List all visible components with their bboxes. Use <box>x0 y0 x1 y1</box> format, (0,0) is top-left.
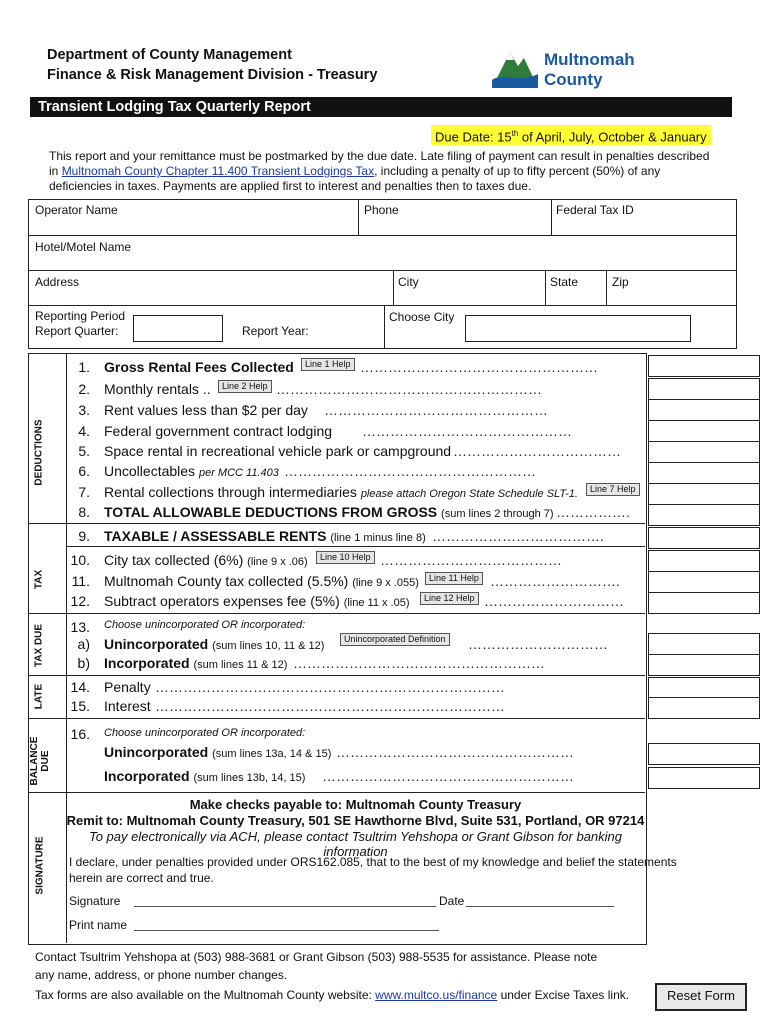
leader-dots: ………………………… <box>484 593 624 609</box>
divider <box>28 235 737 236</box>
line-13a-amount[interactable] <box>648 633 760 655</box>
leader-dots: ……………………………………………… <box>293 655 545 671</box>
report-quarter-select[interactable] <box>133 315 223 342</box>
line-1-label: Gross Rental Fees Collected <box>104 359 294 375</box>
line-1-amount[interactable] <box>648 355 760 377</box>
leader-dots: ………………………… <box>468 636 608 652</box>
line-6-text: Uncollectables <box>104 463 196 479</box>
line-13b-label <box>104 653 287 675</box>
intro-prefix: in <box>49 164 62 178</box>
intro-line-1: This report and your remittance must be postmarked by the due date. Late filing of payment can result in penalties described <box>49 149 710 163</box>
hotel-name-label: Hotel/Motel Name <box>35 240 132 254</box>
line-16a-text: Unincorporated <box>104 744 209 760</box>
state-label: State <box>550 275 579 289</box>
line-2-amount[interactable] <box>648 378 760 400</box>
late-section-label: LATE <box>33 683 45 710</box>
line-16b-note: (sum lines 13b, 14, 15) <box>193 772 306 784</box>
line-number: 7. <box>78 484 90 500</box>
leader-dots: ……………. <box>556 504 630 520</box>
line-8-label <box>104 502 554 524</box>
divider <box>384 305 385 348</box>
contact-line-2: any name, address, or phone number changes. <box>35 968 288 982</box>
tax-section-label: TAX <box>33 569 45 590</box>
declaration-line-1: I declare, under penalties provided under ORS162.085, that to the best of my knowledge and belief the statements <box>69 855 677 869</box>
chapter-link[interactable]: Multnomah County Chapter 11.400 Transient Lodgings Tax <box>61 164 375 178</box>
line-13b-note: (sum lines 11 & 12) <box>193 659 288 671</box>
deductions-section-label: DEDUCTIONS <box>33 419 45 486</box>
line-11-help-button[interactable]: Line 11 Help <box>425 572 483 585</box>
line-7-text: Rental collections through intermediaries <box>104 484 357 500</box>
reset-form-button[interactable]: Reset Form <box>655 983 747 1011</box>
logo-text-line2: County <box>544 70 603 89</box>
divider <box>358 199 359 235</box>
leader-dots: ……………………………… <box>453 443 621 459</box>
line-number: 3. <box>78 402 90 418</box>
due-sup: th <box>511 129 519 138</box>
divider <box>28 305 737 306</box>
line-10-note: (line 9 x .06) <box>247 556 308 568</box>
declaration-line-2: herein are correct and true. <box>69 871 214 885</box>
signature-label: Signature <box>69 894 121 908</box>
operator-name-label: Operator Name <box>35 203 118 217</box>
line-7-note: please attach Oregon State Schedule SLT-1. <box>360 488 578 500</box>
line-9-text: TAXABLE / ASSESSABLE RENTS <box>104 528 327 544</box>
line-number: 16. <box>70 726 90 742</box>
line-8-amount[interactable] <box>648 504 760 526</box>
line-number: 1. <box>78 359 90 375</box>
leader-dots: ………………………. <box>490 573 620 589</box>
line-6-amount[interactable] <box>648 462 760 484</box>
line-13a-note: (sum lines 10, 11 & 12) <box>212 640 325 652</box>
ach-info: To pay electronically via ACH, please contact Tsultrim Yehshopa or Grant Gibson for banking information <box>88 829 623 859</box>
line-2-label: Monthly rentals .. <box>104 381 211 397</box>
line-12-amount[interactable] <box>648 592 760 614</box>
leader-dots: ……………………………………… <box>362 423 572 439</box>
line-5-label: Space rental in recreational vehicle park or campground <box>104 443 452 459</box>
line-16b-label <box>104 766 305 788</box>
city-label: City <box>398 275 419 289</box>
line-10-amount[interactable] <box>648 550 760 572</box>
reporting-period-label: Reporting Period <box>35 309 126 323</box>
intro-suffix: , including a penalty of up to fifty percent (50%) of any <box>374 164 661 178</box>
line-16a-label <box>104 742 331 764</box>
line-10-label <box>104 550 308 572</box>
leader-dots: ……………………………………………… <box>322 768 574 784</box>
line-3-amount[interactable] <box>648 399 760 421</box>
line-16a-amount[interactable] <box>648 743 760 765</box>
leader-dots: …………………………………………… <box>336 744 574 760</box>
department-title: Department of County Management <box>47 47 292 63</box>
division-title: Finance & Risk Management Division - Treasury <box>47 67 378 83</box>
line-number: 5. <box>78 443 90 459</box>
line-11-amount[interactable] <box>648 571 760 593</box>
leader-dots: ……………………………………………… <box>284 463 536 479</box>
line-10-help-button[interactable]: Line 10 Help <box>316 551 375 564</box>
unincorporated-definition-button[interactable]: Unincorporated Definition <box>340 633 450 646</box>
divider <box>545 270 546 305</box>
divider <box>28 718 645 719</box>
website-suffix: under Excise Taxes link. <box>497 988 630 1002</box>
federal-tax-id-label: Federal Tax ID <box>556 203 634 217</box>
line-11-label <box>104 571 419 593</box>
date-line[interactable] <box>466 906 614 907</box>
zip-label: Zip <box>612 275 629 289</box>
line-16b-text: Incorporated <box>104 768 190 784</box>
line-number: 15. <box>70 698 90 714</box>
due-date <box>431 125 711 145</box>
city-select[interactable] <box>465 315 691 342</box>
line-12-note: (line 11 x .05) <box>343 597 410 609</box>
line-12-help-button[interactable]: Line 12 Help <box>420 592 479 605</box>
intro-line-2 <box>49 164 660 179</box>
line-12-label <box>104 591 410 613</box>
website-link[interactable]: www.multco.us/finance <box>375 988 498 1002</box>
line-13b-amount[interactable] <box>648 654 760 676</box>
line-6-label <box>104 461 279 483</box>
divider <box>28 792 645 793</box>
line-15-amount[interactable] <box>648 697 760 719</box>
line-number: 11. <box>71 573 90 589</box>
remit-address: Remit to: Multnomah County Treasury, 501 SE Hawthorne Blvd, Suite 531, Portland, OR 97214 <box>66 813 645 828</box>
due-prefix: Due Date: 15 <box>435 129 512 145</box>
line-5-amount[interactable] <box>648 441 760 463</box>
line-8-note: (sum lines 2 through 7) <box>441 508 554 520</box>
line-6-note: per MCC 11.403 <box>198 467 279 479</box>
line-number: 13. <box>70 619 90 635</box>
line-number: 10. <box>70 552 90 568</box>
website-prefix: Tax forms are also available on the Multnomah County website: <box>35 988 376 1002</box>
line-12-text: Subtract operators expenses fee (5%) <box>104 593 340 609</box>
line-number: 6. <box>78 463 90 479</box>
leader-dots: ………………………………………………………………… <box>155 679 505 695</box>
phone-label: Phone <box>364 203 399 217</box>
line-14-label: Penalty <box>104 679 151 695</box>
line-13-label: Choose unincorporated OR incorporated: <box>104 619 306 631</box>
logo-text-line1: Multnomah <box>544 50 635 69</box>
report-quarter-label: Report Quarter: <box>35 324 119 338</box>
line-9-label <box>104 526 426 548</box>
leader-dots: ………………………………… <box>380 552 562 568</box>
line-4-amount[interactable] <box>648 420 760 442</box>
line-number: 12. <box>70 593 90 609</box>
leader-dots: ………………………………………… <box>324 402 548 418</box>
line-16a-note: (sum lines 13a, 14 & 15) <box>212 748 332 760</box>
line-2-help-button[interactable]: Line 2 Help <box>218 380 272 393</box>
divider <box>28 675 645 676</box>
line-number: 9. <box>78 528 90 544</box>
contact-line-1: Contact Tsultrim Yehshopa at (503) 988-3681 or Grant Gibson (503) 988-5535 for assistance. Please note <box>35 950 598 964</box>
line-number: b) <box>77 655 90 671</box>
signature-section-label: SIGNATURE <box>34 836 46 895</box>
line-3-label: Rent values less than $2 per day <box>104 402 308 418</box>
line-8-text: TOTAL ALLOWABLE DEDUCTIONS FROM GROSS <box>104 504 438 520</box>
line-10-text: City tax collected (6%) <box>104 552 244 568</box>
report-title-bar: Transient Lodging Tax Quarterly Report <box>30 97 732 117</box>
line-7-label <box>104 482 578 504</box>
leader-dots: ………………………………………………………………… <box>155 698 505 714</box>
line-13a-text: Unincorporated <box>104 636 209 652</box>
line-7-help-button[interactable]: Line 7 Help <box>586 483 640 496</box>
website-line <box>35 988 629 1002</box>
line-number: 4. <box>78 423 90 439</box>
line-16-label: Choose unincorporated OR incorporated: <box>104 727 306 739</box>
leader-dots: …………………………………………… <box>360 359 598 375</box>
divider <box>551 199 552 235</box>
line-number: a) <box>77 636 90 652</box>
line-11-note: (line 9 x .055) <box>352 577 419 589</box>
due-suffix: of April, July, October & January <box>518 129 707 145</box>
line-4-label: Federal government contract lodging <box>104 423 333 439</box>
choose-city-label: Choose City <box>389 310 455 324</box>
leader-dots: ………………………………. <box>432 528 604 544</box>
line-number: 2. <box>78 381 90 397</box>
line-9-amount[interactable] <box>648 527 760 549</box>
line-15-label: Interest <box>104 698 151 714</box>
mountain-logo-icon <box>490 44 540 90</box>
signature-line[interactable] <box>134 906 436 907</box>
line-13b-text: Incorporated <box>104 655 190 671</box>
print-name-label: Print name <box>69 918 128 932</box>
line-9-note: (line 1 minus line 8) <box>330 532 426 544</box>
line-16b-amount[interactable] <box>648 767 760 789</box>
line-1-help-button[interactable]: Line 1 Help <box>301 358 355 371</box>
leader-dots: ………………………………………………… <box>276 381 542 397</box>
intro-line-3: deficiencies in taxes. Payments are applied first to interest and penalties then to taxes due. <box>49 179 532 193</box>
line-14-amount[interactable] <box>648 677 760 699</box>
address-label: Address <box>35 275 80 289</box>
line-number: 8. <box>78 504 90 520</box>
line-number: 14. <box>70 679 90 695</box>
divider <box>28 270 737 271</box>
line-7-amount[interactable] <box>648 483 760 505</box>
divider <box>28 613 645 614</box>
divider <box>606 270 607 305</box>
report-year-label: Report Year: <box>242 324 309 338</box>
date-label: Date <box>439 894 465 908</box>
multnomah-county-logo <box>490 44 640 92</box>
payable-to: Make checks payable to: Multnomah County Treasury <box>189 797 522 812</box>
tax-due-section-label: TAX DUE <box>33 623 45 668</box>
print-name-line[interactable] <box>134 930 439 931</box>
divider <box>393 270 394 305</box>
balance-due-section-label: BALANCE DUE <box>29 736 51 786</box>
line-11-text: Multnomah County tax collected (5.5%) <box>104 573 349 589</box>
